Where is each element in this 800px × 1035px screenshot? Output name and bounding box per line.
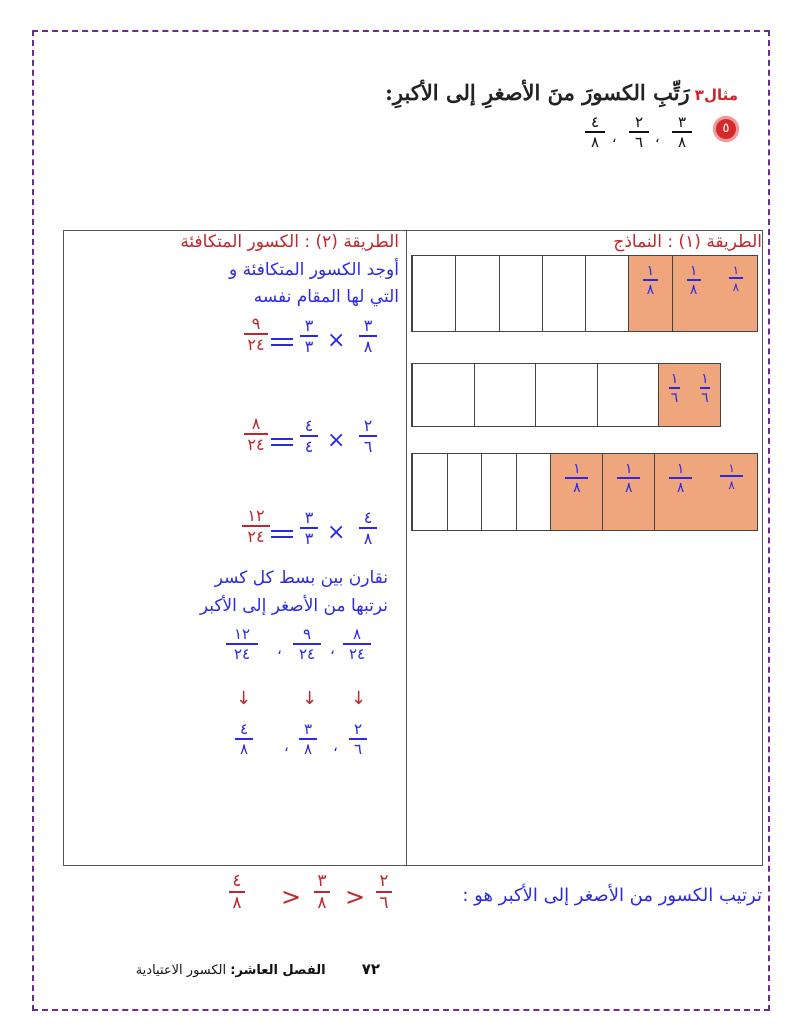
conclusion-frac: ٢ ٦ (376, 873, 392, 912)
model-part (585, 256, 628, 331)
compare-text-1: نقارن بين بسط كل كسر (214, 568, 388, 588)
down-arrow-icon: ↓ (236, 688, 252, 709)
eq1-result: ٩ ٢٤ (244, 316, 268, 353)
eq1-a: ٣ ٨ (359, 318, 377, 355)
fraction-model-eighths-2 (411, 453, 758, 531)
chapter-topic: الكسور الاعتيادية (135, 963, 227, 978)
header-fraction: ٤ ٨ (585, 115, 605, 150)
down-arrow-icon: ↓ (351, 688, 367, 709)
model-part (542, 256, 585, 331)
model-part-shaded: ١ ٨ (672, 256, 715, 331)
header-fraction: ٢ ٦ (629, 115, 649, 150)
compare-text-2: نرتبها من الأصغر إلى الأكبر (199, 596, 388, 616)
conclusion-text: ترتيب الكسور من الأصغر إلى الأكبر هو : (462, 885, 762, 906)
model-part (597, 364, 659, 426)
separator: ، (277, 640, 282, 658)
separator: ، (284, 737, 289, 755)
times-sign: × (327, 428, 346, 453)
model-part (474, 364, 536, 426)
comparison-symbol: > (281, 883, 302, 911)
comparison-symbol: > (345, 883, 366, 911)
model-part (412, 256, 455, 331)
problem-number: ٥ (722, 121, 730, 136)
separator: ، (655, 130, 660, 146)
eq2-result: ٨ ٢٤ (244, 416, 268, 453)
methods-divider (406, 230, 407, 866)
eq3-a: ٤ ٨ (359, 510, 377, 547)
example-label: مثال٣ (694, 86, 738, 104)
down-arrow-icon: ↓ (302, 688, 318, 709)
separator: ، (612, 130, 617, 146)
times-sign: × (327, 328, 346, 353)
model-part (455, 256, 498, 331)
method1-title: الطريقة (١) : النماذج (613, 232, 762, 252)
ordered-24-frac: ١٢ ٢٤ (226, 627, 258, 662)
model-part (447, 454, 482, 530)
model-part-shaded: ١ ٨ (706, 454, 757, 530)
page-title: رَتِّبِ الكسورَ منَ الأصغرِ إلى الأكبرِ: (385, 80, 690, 105)
model-part-shaded: ١ ٨ (550, 454, 602, 530)
separator: ، (330, 640, 335, 658)
eq3-b: ٣ ٣ (300, 510, 318, 547)
eq3-result: ١٢ ٢٤ (242, 508, 270, 545)
conclusion-frac: ٣ ٨ (314, 873, 330, 912)
page-number: ٧٢ (361, 960, 380, 978)
method2-instruction: أوجد الكسور المتكافئة و التي لها المقام نفسه (228, 260, 399, 307)
model-part (516, 454, 551, 530)
ordered-24-frac: ٩ ٢٤ (293, 627, 321, 662)
separator: ، (333, 737, 338, 755)
model-part (412, 364, 474, 426)
chapter-label: الفصل العاشر: (230, 963, 326, 978)
model-part-shaded: ١ ٨ (715, 256, 757, 331)
model-part (535, 364, 597, 426)
model-part-shaded: ١ ٨ (602, 454, 654, 530)
fraction-model-sixths (411, 363, 721, 427)
ordered-original-frac: ٣ ٨ (299, 722, 317, 757)
model-part (412, 454, 447, 530)
method2-title: الطريقة (٢) : الكسور المتكافئة (180, 232, 399, 252)
ordered-original-frac: ٤ ٨ (235, 722, 253, 757)
model-part-shaded: ١ ٦ (690, 364, 720, 426)
model-part (481, 454, 516, 530)
model-part-shaded: ١ ٦ (658, 364, 689, 426)
fraction-model-eighths (411, 255, 758, 332)
model-part-shaded: ١ ٨ (654, 454, 706, 530)
conclusion-frac: ٤ ٨ (229, 873, 245, 912)
eq2-a: ٢ ٦ (359, 418, 377, 455)
header-fraction: ٣ ٨ (672, 115, 692, 150)
eq1-b: ٣ ٣ (300, 318, 318, 355)
model-part (499, 256, 542, 331)
equals-sign (271, 530, 293, 538)
eq2-b: ٤ ٤ (300, 418, 318, 455)
model-part-shaded: ١ ٨ (628, 256, 671, 331)
equals-sign (271, 438, 293, 446)
ordered-original-frac: ٢ ٦ (349, 722, 367, 757)
page-footer (60, 960, 380, 978)
equals-sign (271, 338, 293, 346)
ordered-24-frac: ٨ ٢٤ (343, 627, 371, 662)
problem-number-badge (713, 116, 739, 142)
problem-heading (178, 80, 738, 105)
times-sign: × (327, 520, 346, 545)
